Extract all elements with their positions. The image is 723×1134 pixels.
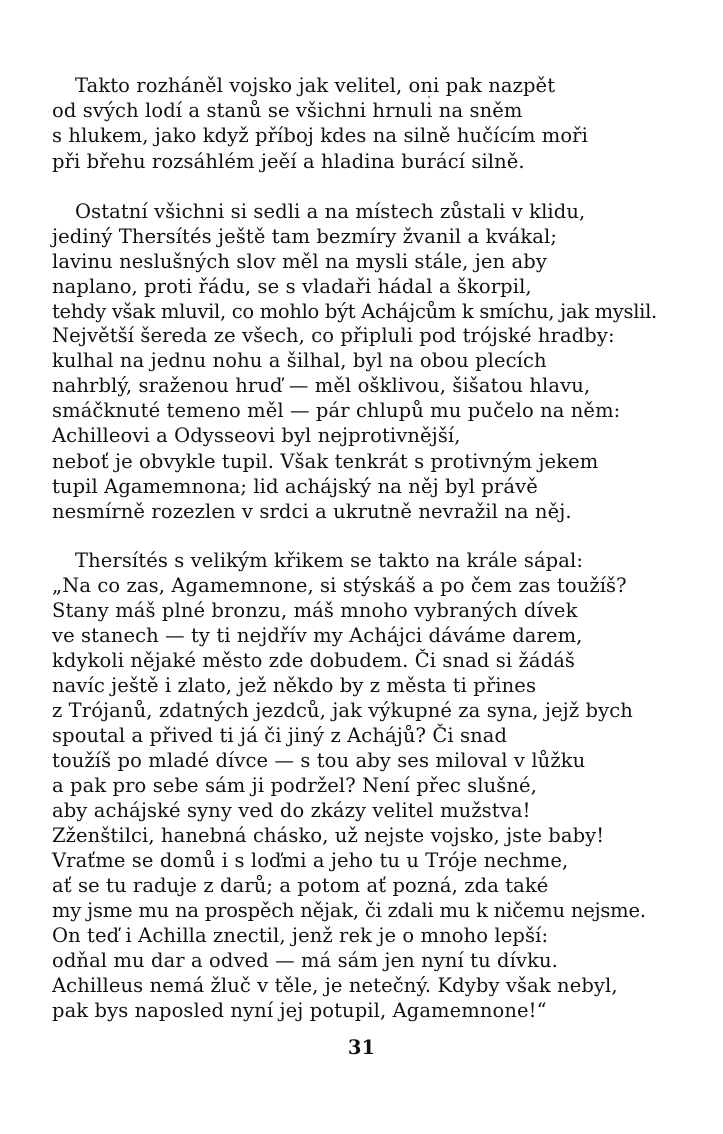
verse-line: Největší šereda ze všech, co připluli pod trójské hradby: — [52, 324, 615, 347]
verse-line: Zženštilci, hanebná chásko, už nejste vojsko, jste baby! — [52, 824, 605, 847]
verse-line: navíc ještě i zlato, jež někdo by z města ti přines — [52, 674, 537, 697]
verse-line: odňal mu dar a odved — má sám jen nyní tu dívku. — [52, 949, 558, 972]
verse-line: kulhal na jednu nohu a šilhal, byl na obou plecích — [52, 349, 547, 372]
verse-line: aby achájské syny ved do zkázy velitel mužstva! — [52, 799, 531, 822]
verse-line: kdykoli nějaké město zde dobudem. Či snad si žádáš — [52, 649, 576, 672]
verse-line: pak bys naposled nyní jej potupil, Agamemnone!“ — [52, 999, 547, 1022]
verse-line: při břehu rozsáhlém jeěí a hladina burácí silně. — [52, 150, 525, 173]
verse-line: my jsme mu na prospěch nějak, či zdali mu k ničemu nejsme. — [52, 899, 646, 922]
verse-line: ať se tu raduje z darů; a potom ať pozná, zda také — [52, 874, 549, 897]
verse-line: Achilleovi a Odysseovi byl nejprotivnější, — [52, 424, 461, 447]
verse-line: tehdy však mluvil, co mohlo být Achájcům k smíchu, jak myslil. — [52, 300, 657, 323]
verse-line: Achilleus nemá žluč v těle, je netečný. Kdyby však nebyl, — [52, 974, 618, 997]
verse-line: „Na co zas, Agamemnone, si stýskáš a po čem zas toužíš? — [52, 574, 627, 597]
verse-line: a pak pro sebe sám ji podržel? Není přec slušné, — [52, 774, 537, 797]
verse-line: tupil Agamemnona; lid achájský na něj byl právě — [52, 475, 538, 498]
verse-line: naplano, proti řádu, se s vladaři hádal a škorpil, — [52, 275, 532, 298]
verse-line: smáčknuté temeno měl — pár chlupů mu pučelo na něm: — [52, 399, 621, 422]
verse-line: Vraťme se domů i s loďmi a jeho tu u Tróje nechme, — [52, 849, 569, 872]
verse-line: Ostatní všichni si sedli a na místech zůstali v klidu, — [75, 200, 586, 223]
verse-line: nahrblý, sraženou hruď — měl ošklivou, šišatou hlavu, — [52, 374, 591, 397]
verse-line: spoutal a přived ti já či jiný z Achájů? Či snad — [52, 724, 508, 747]
verse-line: ve stanech — ty ti nejdřív my Achájci dáváme darem, — [52, 624, 583, 647]
page-number: 31 — [347, 1036, 376, 1059]
verse-line: z Trójanů, zdatných jezdců, jak výkupné za syna, jejž bych — [52, 699, 633, 722]
verse-line: toužíš po mladé dívce — s tou aby ses miloval v lůžku — [52, 749, 586, 772]
verse-line: nesmírně rozezlen v srdci a ukrutně nevražil na něj. — [52, 500, 572, 523]
verse-line: od svých lodí a stanů se všichni hrnuli na sněm — [52, 99, 523, 122]
verse-line: s hlukem, jako když příboj kdes na silně hučícím moři — [52, 124, 588, 147]
verse-line: neboť je obvykle tupil. Však tenkrát s protivným jekem — [52, 450, 599, 473]
verse-line: Stany máš plné bronzu, máš mnoho vybraných dívek — [52, 599, 578, 622]
verse-line: Takto rozháněl vojsko jak velitel, oni pak nazpět — [75, 74, 556, 97]
verse-line: On teď i Achilla znectil, jenž rek je o mnoho lepší: — [52, 924, 549, 947]
verse-line: lavinu neslušných slov měl na mysli stále, jen aby — [52, 250, 547, 273]
verse-line: jediný Thersítés ještě tam bezmíry žvanil a kvákal; — [52, 225, 557, 248]
verse-line: Thersítés s velikým křikem se takto na krále sápal: — [75, 549, 583, 572]
